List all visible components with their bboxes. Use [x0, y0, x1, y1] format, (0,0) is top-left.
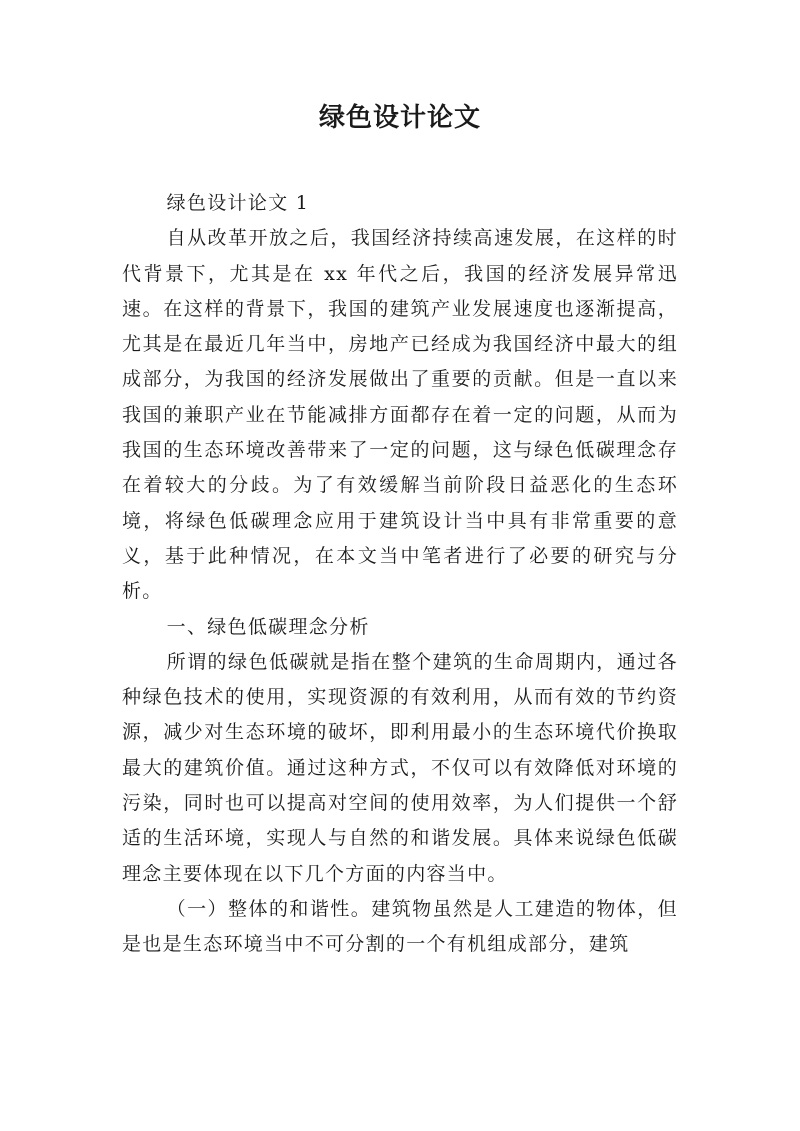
subsection-heading: 一、绿色低碳理念分析 [166, 615, 370, 638]
paragraph-analysis: 所谓的绿色低碳就是指在整个建筑的生命周期内，通过各种绿色技术的使用，实现资源的有效利用，从而有效的节约资源，减少对生态环境的破坏，即利用最小的生态环境代价换取最大的建筑价值。通过这种方式，不仅可以有效降低对环境的污染，同时也可以提高对空间的使用效率，为人们提供一个舒适的生活环境，实现人与自然的和谐发展。具体来说绿色低碳理念主要体现在以下几个方面的内容当中。 [122, 650, 678, 885]
paragraph-intro: 自从改革开放之后，我国经济持续高速发展，在这样的时代背景下，尤其是在 xx 年代之后，我国的经济发展异常迅速。在这样的背景下，我国的建筑产业发展速度也逐渐提高，尤其是在最近几年当中，房地产已经成为我国经济中最大的组成部分，为我国的经济发展做出了重要的贡献。但是一直以来我国的兼职产业在节能减排方面都存在着一定的问题，从而为我国的生态环境改善带来了一定的问题，这与绿色低碳理念存在着较大的分歧。为了有效缓解当前阶段日益恶化的生态环境，将绿色低碳理念应用于建筑设计当中具有非常重要的意义，基于此种情况，在本文当中笔者进行了必要的研究与分析。 [122, 227, 678, 603]
paragraph-harmony: （一）整体的和谐性。建筑物虽然是人工建造的物体，但是也是生态环境当中不可分割的一个有机组成部分，建筑 [122, 897, 678, 956]
document-body [122, 186, 678, 963]
document-title: 绿色设计论文 [318, 103, 481, 133]
section-heading-1: 绿色设计论文 1 [166, 192, 310, 214]
